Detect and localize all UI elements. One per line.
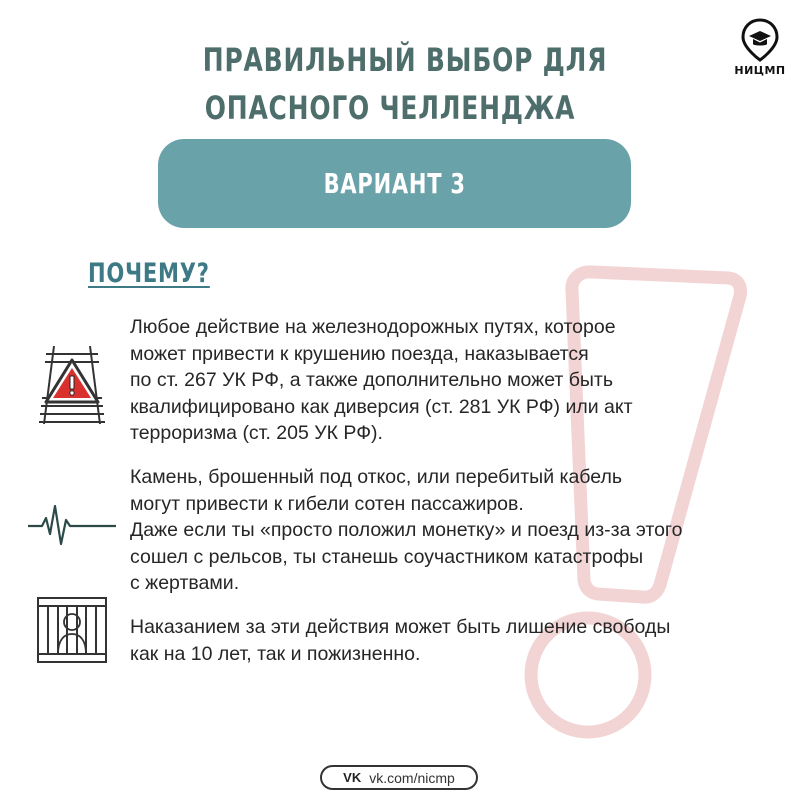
paragraph-1-line: может привести к крушению поезда, наказывается: [130, 342, 589, 365]
logo: [730, 18, 790, 82]
vk-link[interactable]: [320, 765, 478, 790]
paragraph-2-line: Камень, брошенный под откос, или перебитый кабель: [130, 466, 622, 488]
paragraph-1: [130, 314, 780, 447]
paragraph-2-line: сошел с рельсов, ты станешь соучастником катастрофы: [130, 545, 644, 568]
vk-icon: VK: [343, 770, 362, 785]
paragraph-2-line: с жертвами.: [130, 572, 240, 594]
paragraph-1-line: терроризма (ст. 205 УК РФ).: [130, 422, 383, 444]
paragraph-3-line: Наказанием за эти действия может быть лишение свободы: [130, 616, 671, 638]
paragraph-2-line: Даже если ты «просто положил монетку» и поезд из-за этого: [130, 519, 683, 541]
title-line-1: ПРАВИЛЬНЫЙ ВЫБОР ДЛЯ: [202, 41, 608, 79]
title-line-2: ОПАСНОГО ЧЕЛЛЕНДЖА: [204, 89, 576, 127]
paragraph-2-line: могут привести к гибели сотен пассажиров.: [130, 492, 524, 515]
paragraph-2: [130, 464, 780, 597]
paragraph-1-line: по ст. 267 УК РФ, а также дополнительно может быть: [130, 369, 614, 391]
paragraph-3-line: как на 10 лет, так и пожизненно.: [130, 642, 421, 665]
logo-text: НИЦМП: [734, 64, 786, 77]
vk-link-text: vk.com/nicmp: [369, 769, 455, 786]
why-heading: ПОЧЕМУ?: [88, 258, 210, 289]
prison-bars-icon: [36, 596, 108, 664]
paragraph-3: [130, 614, 780, 667]
variant-label: ВАРИАНТ 3: [323, 167, 466, 200]
paragraph-1-line: Любое действие на железнодорожных путях, которое: [130, 316, 616, 338]
page-title: [202, 36, 608, 132]
railway-warning-icon: [36, 344, 108, 426]
heartbeat-icon: [28, 500, 116, 548]
location-pin-graduation-cap-icon: [741, 18, 779, 62]
paragraph-1-line: квалифицировано как диверсия (ст. 281 УК РФ) или акт: [130, 395, 633, 418]
variant-banner: [158, 139, 631, 228]
